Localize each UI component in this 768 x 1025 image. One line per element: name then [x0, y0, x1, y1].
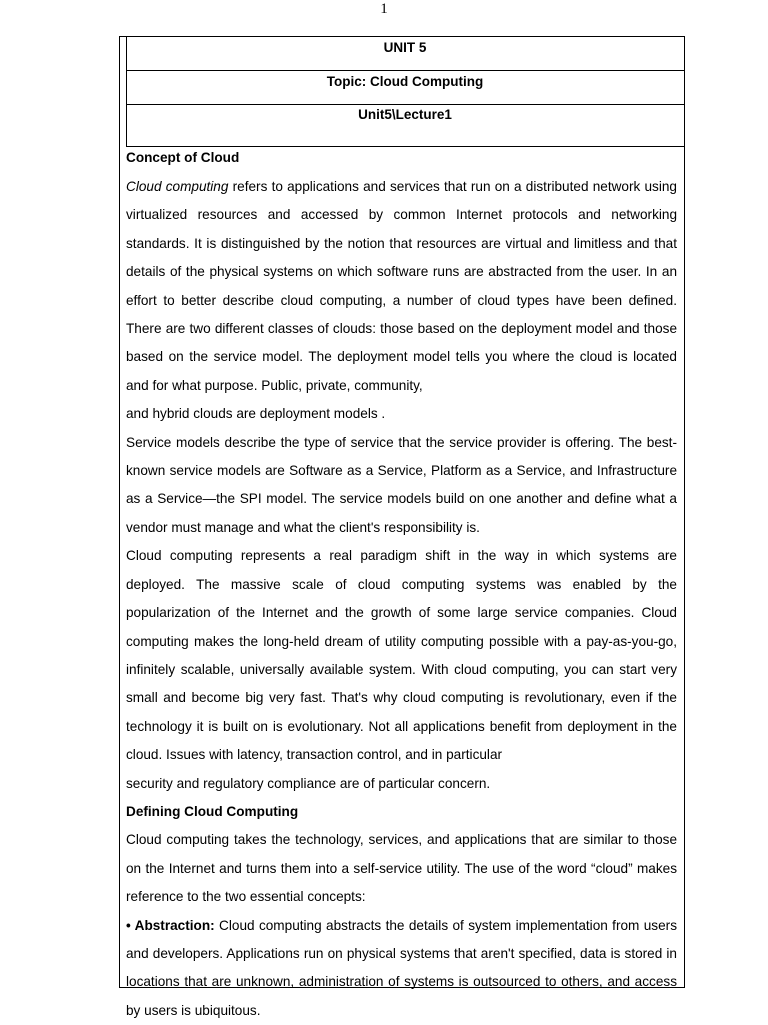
service-models-paragraph: Service models describe the type of service that the service provider is offering. The best-known service models are Software as a Service, Platform as a Service, and Infrastructure as a Service—the SPI model. The service models build on one another and define what a vendor must manage and what the client's responsibility is.	[126, 434, 677, 535]
security-concern-line: security and regulatory compliance are of particular concern.	[126, 775, 491, 791]
cloud-computing-term: Cloud computing	[126, 179, 229, 194]
topic-title: Topic: Cloud Computing	[326, 74, 484, 89]
lecture-table	[119, 36, 685, 1018]
concept-heading: Concept of Cloud	[126, 150, 240, 165]
abstraction-text: Cloud computing abstracts the details of system implementation from users and developers. Applications run on physical systems that aren't specified, data is stored in locations that are unknown, administration of systems is outsourced to others, and access by users is ubiquitous.	[126, 917, 677, 1018]
defining-heading: Defining Cloud Computing	[126, 803, 299, 819]
abstraction-bullet	[126, 912, 677, 1025]
header-row-lecture	[126, 105, 684, 147]
paradigm-shift-paragraph: Cloud computing represents a real paradigm shift in the way in which systems are deployed. The massive scale of cloud computing systems was enabled by the popularization of the Internet and the growth of some large service companies. Cloud computing makes the long-held dream of utility computing possible with a pay-as-you-go, infinitely scalable, universally available system. With cloud computing, you can start very small and become big very fast. That's why cloud computing is revolutionary, even if the technology it is built on is evolutionary. Not all applications benefit from deployment in the cloud. Issues with latency, transaction control, and in particular	[126, 548, 677, 763]
unit-title: UNIT 5	[383, 40, 427, 55]
concept-paragraph	[126, 173, 677, 400]
concept-paragraph-text: refers to applications and services that run on a distributed network using virtualized resources and accessed by common Internet protocols and networking standards. It is distinguished by the notion that resources are virtual and limitless and that details of the physical systems on which software runs are abstracted from the user. In an effort to better describe cloud computing, a number of cloud types have been defined. There are two different classes of clouds: those based on the deployment model and those based on the service model. The deployment model tells you where the cloud is located and for what purpose. Public, private, community,	[126, 179, 677, 393]
header-row-unit	[126, 37, 684, 71]
lecture-title: Unit5\Lecture1	[358, 107, 452, 122]
abstraction-label: • Abstraction:	[126, 917, 215, 933]
defining-paragraph: Cloud computing takes the technology, services, and applications that are similar to those on the Internet and turns them into a self-service utility. The use of the word “cloud” makes reference to the two essential concepts:	[126, 832, 677, 905]
lecture-content	[126, 147, 677, 1025]
header-row-topic	[126, 71, 684, 105]
page-number: 1	[380, 1, 388, 17]
deployment-models-line: and hybrid clouds are deployment models .	[126, 406, 386, 422]
